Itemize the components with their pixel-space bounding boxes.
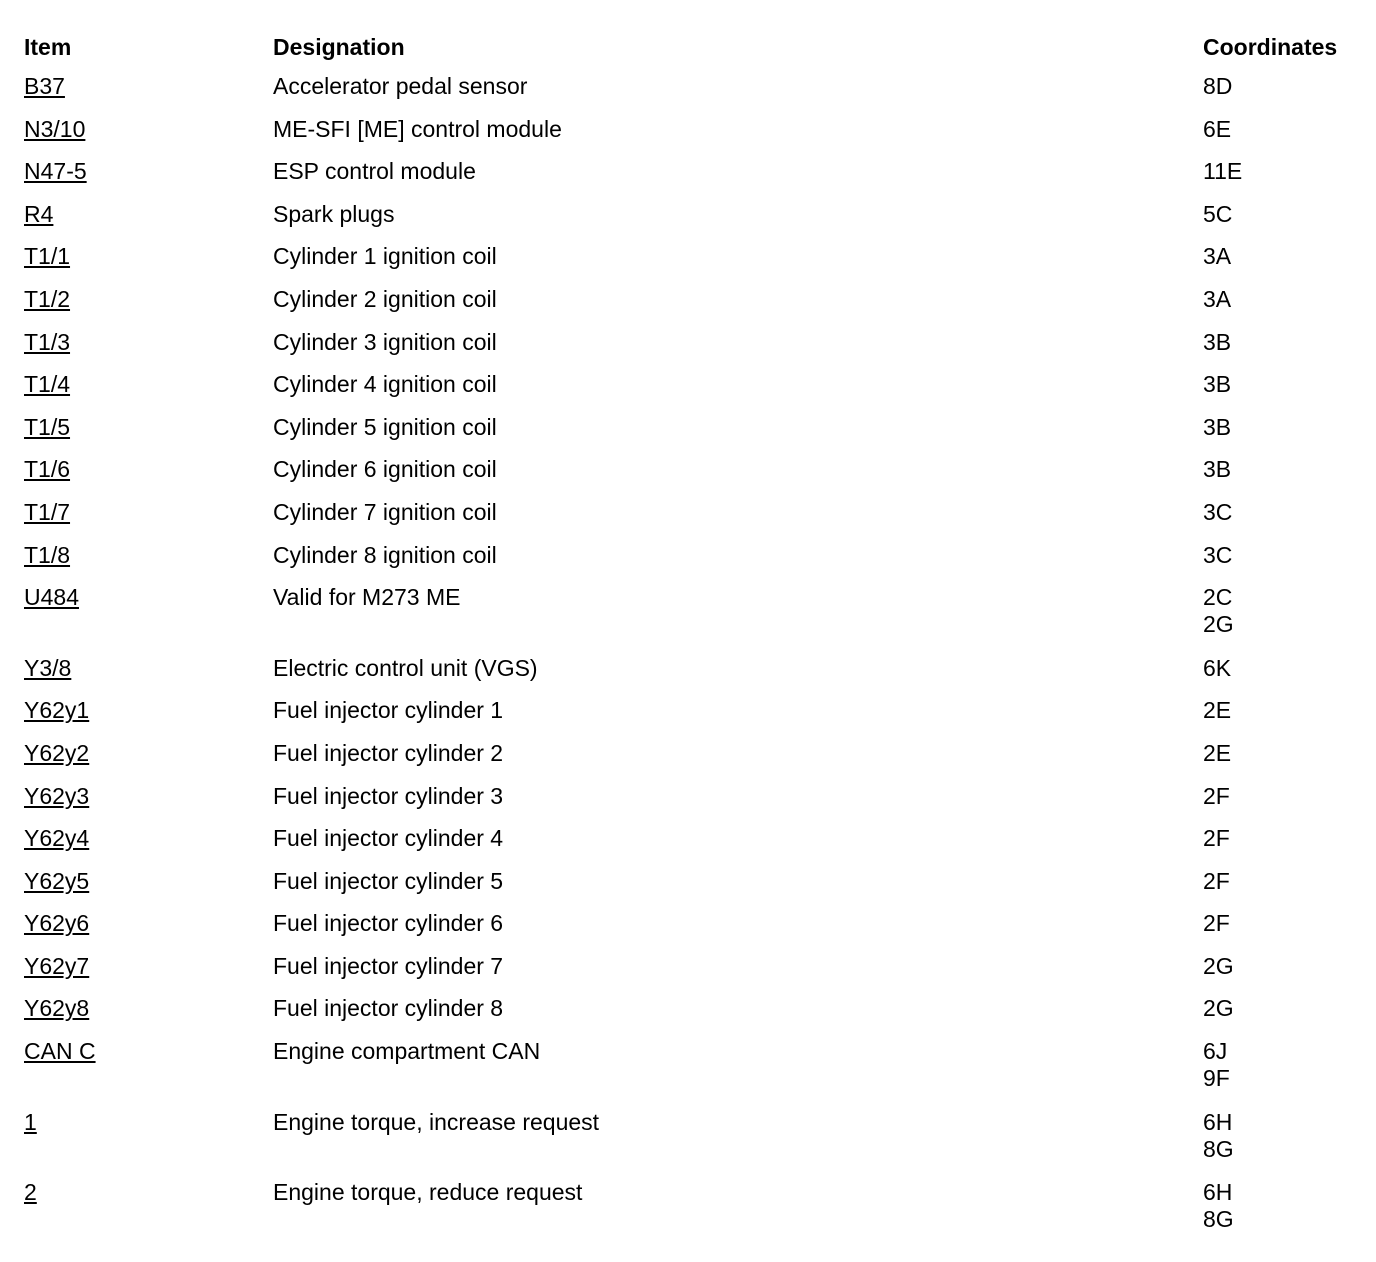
item-link[interactable]: N3/10: [24, 115, 86, 142]
table-row: [24, 499, 1364, 542]
header-row: [24, 30, 1364, 73]
coordinate-value: 2F: [1203, 825, 1230, 852]
coordinate-value: 2F: [1203, 867, 1230, 894]
coordinates-cell: [1203, 868, 1364, 895]
item-cell: [24, 499, 273, 526]
legend-table: [24, 30, 1364, 1250]
coordinate-value: 8G: [1203, 1135, 1234, 1162]
designation-cell: Cylinder 2 ignition coil: [273, 285, 497, 312]
item-cell: [24, 1038, 273, 1065]
item-cell: [24, 158, 273, 185]
coordinates-cell: [1203, 655, 1364, 682]
coordinate-value: 11E: [1203, 158, 1243, 185]
table-row: [24, 542, 1364, 585]
designation-cell: Accelerator pedal sensor: [273, 73, 528, 99]
coordinates-cell: [1203, 953, 1364, 980]
item-link[interactable]: 2: [24, 1179, 37, 1206]
coordinate-value: 9F: [1203, 1065, 1230, 1092]
table-row: [24, 73, 1364, 116]
table-row: [24, 584, 1364, 655]
table-row: [24, 1109, 1364, 1180]
header-coordinates: Coordinates: [1203, 34, 1338, 60]
designation-cell: Electric control unit (VGS): [273, 654, 538, 681]
item-link[interactable]: 1: [24, 1108, 37, 1135]
table-row: [24, 825, 1364, 868]
designation-cell: Cylinder 5 ignition coil: [273, 413, 497, 440]
coordinates-cell: [1203, 329, 1364, 356]
designation-cell: Engine torque, reduce request: [273, 1179, 583, 1206]
coordinate-value: 2E: [1203, 697, 1232, 724]
designation-cell: Cylinder 6 ignition coil: [273, 456, 497, 483]
item-link[interactable]: T1/1: [24, 243, 71, 270]
item-link[interactable]: CAN C: [24, 1038, 96, 1065]
coordinate-value: 2F: [1203, 910, 1230, 937]
coordinate-value: 6J: [1203, 1038, 1228, 1065]
coordinate-value: 3B: [1203, 456, 1232, 483]
item-cell: [24, 1109, 273, 1136]
item-cell: [24, 953, 273, 980]
item-link[interactable]: Y62y2: [24, 739, 90, 766]
designation-cell: Cylinder 4 ignition coil: [273, 371, 497, 398]
coordinate-value: 2G: [1203, 611, 1234, 638]
item-cell: [24, 825, 273, 852]
coordinates-cell: [1203, 1038, 1364, 1092]
designation-cell: Cylinder 3 ignition coil: [273, 328, 497, 355]
designation-cell: Engine compartment CAN: [273, 1038, 541, 1065]
coordinate-value: 6E: [1203, 115, 1232, 142]
item-link[interactable]: Y62y4: [24, 825, 90, 852]
item-cell: [24, 73, 273, 100]
item-link[interactable]: U484: [24, 584, 79, 611]
table-body: [24, 73, 1364, 1250]
item-cell: [24, 740, 273, 767]
designation-cell: Cylinder 1 ignition coil: [273, 243, 497, 270]
item-link[interactable]: Y3/8: [24, 654, 72, 681]
item-link[interactable]: Y62y7: [24, 952, 90, 979]
item-link[interactable]: T1/6: [24, 456, 71, 483]
item-link[interactable]: Y62y3: [24, 782, 90, 809]
header-designation: Designation: [273, 34, 405, 60]
coordinates-cell: [1203, 499, 1364, 526]
table-row: [24, 995, 1364, 1038]
coordinate-value: 2G: [1203, 952, 1234, 979]
coordinates-cell: [1203, 825, 1364, 852]
coordinates-cell: [1203, 1179, 1364, 1233]
coordinate-value: 3C: [1203, 498, 1233, 525]
item-cell: [24, 243, 273, 270]
table-row: [24, 201, 1364, 244]
item-cell: [24, 371, 273, 398]
coordinates-cell: [1203, 456, 1364, 483]
item-cell: [24, 868, 273, 895]
table-row: [24, 655, 1364, 698]
item-link[interactable]: N47-5: [24, 158, 87, 185]
designation-cell: Fuel injector cylinder 6: [273, 910, 504, 937]
coordinate-value: 2E: [1203, 739, 1232, 766]
coordinates-cell: [1203, 158, 1364, 185]
table-row: [24, 1179, 1364, 1250]
coordinates-cell: [1203, 73, 1364, 100]
coordinate-value: 2C: [1203, 584, 1233, 611]
coordinate-value: 3C: [1203, 541, 1233, 568]
table-row: [24, 158, 1364, 201]
item-link[interactable]: T1/4: [24, 371, 71, 398]
item-cell: [24, 414, 273, 441]
coordinates-cell: [1203, 371, 1364, 398]
coordinate-value: 3B: [1203, 328, 1232, 355]
table-row: [24, 414, 1364, 457]
item-link[interactable]: T1/7: [24, 498, 71, 525]
item-cell: [24, 697, 273, 724]
coordinates-cell: [1203, 414, 1364, 441]
coordinates-cell: [1203, 1109, 1364, 1163]
table-row: [24, 371, 1364, 414]
designation-cell: Fuel injector cylinder 1: [273, 697, 504, 724]
table-row: [24, 868, 1364, 911]
table-row: [24, 329, 1364, 372]
item-cell: [24, 456, 273, 483]
header-item: Item: [24, 34, 72, 60]
table-row: [24, 243, 1364, 286]
table-row: [24, 783, 1364, 826]
table-row: [24, 456, 1364, 499]
table-row: [24, 697, 1364, 740]
table-row: [24, 740, 1364, 783]
item-cell: [24, 329, 273, 356]
table-row: [24, 286, 1364, 329]
coordinates-cell: [1203, 116, 1364, 143]
coordinate-value: 3B: [1203, 371, 1232, 398]
coordinates-cell: [1203, 740, 1364, 767]
designation-cell: Fuel injector cylinder 8: [273, 995, 504, 1022]
coordinates-cell: [1203, 542, 1364, 569]
coordinates-cell: [1203, 243, 1364, 270]
coordinate-value: 2F: [1203, 782, 1230, 809]
item-link[interactable]: Y62y5: [24, 867, 90, 894]
coordinates-cell: [1203, 584, 1364, 638]
coordinate-value: 6H: [1203, 1179, 1233, 1206]
table-row: [24, 1038, 1364, 1109]
designation-cell: Fuel injector cylinder 4: [273, 825, 504, 852]
table-row: [24, 116, 1364, 159]
coordinates-cell: [1203, 995, 1364, 1022]
coordinate-value: 5C: [1203, 200, 1233, 227]
item-link[interactable]: Y62y1: [24, 697, 90, 724]
item-cell: [24, 995, 273, 1022]
coordinate-value: 6K: [1203, 654, 1232, 681]
item-cell: [24, 116, 273, 143]
item-link[interactable]: T1/8: [24, 541, 71, 568]
designation-cell: Fuel injector cylinder 2: [273, 739, 504, 766]
coordinate-value: 6H: [1203, 1108, 1233, 1135]
coordinates-cell: [1203, 910, 1364, 937]
item-link[interactable]: T1/3: [24, 328, 71, 355]
item-link[interactable]: B37: [24, 73, 65, 99]
coordinate-value: 3A: [1203, 243, 1232, 270]
item-cell: [24, 286, 273, 313]
coordinates-cell: [1203, 201, 1364, 228]
item-link[interactable]: T1/5: [24, 413, 71, 440]
table-row: [24, 910, 1364, 953]
designation-cell: Fuel injector cylinder 3: [273, 782, 504, 809]
item-link[interactable]: Y62y6: [24, 910, 90, 937]
designation-cell: Engine torque, increase request: [273, 1108, 600, 1135]
designation-cell: Valid for M273 ME: [273, 584, 461, 611]
designation-cell: Fuel injector cylinder 7: [273, 952, 504, 979]
item-cell: [24, 783, 273, 810]
coordinates-cell: [1203, 286, 1364, 313]
item-cell: [24, 655, 273, 682]
item-link[interactable]: Y62y8: [24, 995, 90, 1022]
coordinates-cell: [1203, 783, 1364, 810]
coordinates-cell: [1203, 697, 1364, 724]
item-cell: [24, 201, 273, 228]
designation-cell: Spark plugs: [273, 200, 395, 227]
item-cell: [24, 910, 273, 937]
table-row: [24, 953, 1364, 996]
item-cell: [24, 1179, 273, 1206]
item-cell: [24, 584, 273, 611]
designation-cell: Cylinder 7 ignition coil: [273, 498, 497, 525]
designation-cell: ESP control module: [273, 158, 476, 185]
coordinate-value: 2G: [1203, 995, 1234, 1022]
item-link[interactable]: R4: [24, 200, 54, 227]
coordinate-value: 8D: [1203, 73, 1233, 99]
coordinate-value: 3A: [1203, 285, 1232, 312]
designation-cell: ME-SFI [ME] control module: [273, 115, 562, 142]
coordinate-value: 3B: [1203, 413, 1232, 440]
coordinate-value: 8G: [1203, 1206, 1234, 1233]
designation-cell: Fuel injector cylinder 5: [273, 867, 504, 894]
item-link[interactable]: T1/2: [24, 285, 71, 312]
item-cell: [24, 542, 273, 569]
designation-cell: Cylinder 8 ignition coil: [273, 541, 497, 568]
